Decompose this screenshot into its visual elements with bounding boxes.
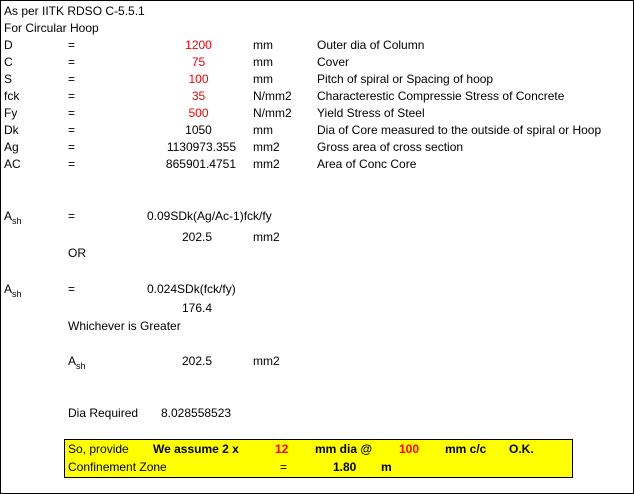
param-equals: = <box>68 89 76 103</box>
param-value[interactable]: 1200 <box>185 38 212 52</box>
param-value[interactable]: 100 <box>188 72 209 86</box>
param-equals: = <box>68 106 76 120</box>
ash-letter: A <box>68 354 77 368</box>
param-equals: = <box>68 72 76 86</box>
param-unit: N/mm2 <box>253 106 292 120</box>
param-value[interactable]: 75 <box>191 55 206 69</box>
or-label: OR <box>68 246 86 260</box>
param-value[interactable]: 500 <box>188 106 209 120</box>
param-unit: mm <box>253 123 273 137</box>
provide-spacing-unit: mm c/c <box>445 442 487 456</box>
param-value[interactable]: 35 <box>191 89 206 103</box>
ash-symbol-2 <box>4 281 22 297</box>
formula-2-value[interactable]: 176.4 <box>182 301 213 315</box>
param-unit: mm2 <box>253 140 280 154</box>
whichever-label: Whichever is Greater <box>68 319 181 333</box>
param-equals: = <box>68 157 76 171</box>
param-value[interactable]: 1050 <box>185 123 212 137</box>
confinement-zone-equals: = <box>280 460 288 474</box>
param-description: Area of Conc Core <box>317 157 417 171</box>
formula-1-expression: 0.09SDk(Ag/Ac-1)fck/fy <box>147 209 272 223</box>
param-symbol: D <box>4 38 13 52</box>
param-description: Characterestic Compressie Stress of Concrete <box>317 89 565 103</box>
ash-symbol-1 <box>4 208 22 224</box>
dia-required-value[interactable]: 8.028558523 <box>161 406 232 420</box>
ash-letter: A <box>4 209 13 223</box>
equals-2: = <box>68 282 76 296</box>
param-description: Yield Stress of Steel <box>317 106 425 120</box>
param-symbol: C <box>4 55 13 69</box>
param-symbol: AC <box>4 157 21 171</box>
formula-1-value[interactable]: 202.5 <box>182 230 213 244</box>
param-equals: = <box>68 140 76 154</box>
result-unit: mm2 <box>253 354 280 368</box>
param-unit: mm <box>253 72 273 86</box>
formula-1-unit: mm2 <box>253 230 280 244</box>
param-description: Cover <box>317 55 350 69</box>
provide-dia-unit: mm dia @ <box>315 442 373 456</box>
equals-1: = <box>68 209 76 223</box>
param-value[interactable]: 865901.4751 <box>165 157 236 171</box>
param-symbol: S <box>4 72 13 86</box>
provide-status-badge: O.K. <box>509 442 534 456</box>
param-unit: N/mm2 <box>253 89 292 103</box>
confinement-zone-label: Confinement Zone <box>68 460 167 474</box>
param-description: Outer dia of Column <box>317 38 425 52</box>
param-description: Gross area of cross section <box>317 140 464 154</box>
param-symbol: Ag <box>4 140 19 154</box>
param-equals: = <box>68 55 76 69</box>
param-unit: mm2 <box>253 157 280 171</box>
ash-symbol-result <box>68 353 86 369</box>
ash-subscript: sh <box>12 216 22 226</box>
provide-label: So, provide <box>68 442 129 456</box>
ash-subscript: sh <box>12 289 22 299</box>
provide-dia-value[interactable]: 12 <box>275 442 289 456</box>
formula-2-expression: 0.024SDk(fck/fy) <box>147 282 236 296</box>
param-symbol: Fy <box>4 106 18 120</box>
ash-subscript: sh <box>76 361 86 371</box>
param-symbol: Dk <box>4 123 19 137</box>
provide-spacing-value[interactable]: 100 <box>399 442 420 456</box>
dia-required-label: Dia Required <box>68 406 139 420</box>
param-symbol: fck <box>4 89 20 103</box>
result-value[interactable]: 202.5 <box>182 354 213 368</box>
provide-assume-text: We assume 2 x <box>153 442 239 456</box>
param-value[interactable]: 1130973.355 <box>166 140 236 154</box>
header-subtitle: For Circular Hoop <box>4 21 99 35</box>
param-description: Dia of Core measured to the outside of spiral or Hoop <box>317 123 602 137</box>
ash-letter: A <box>4 282 13 296</box>
header-reference: As per IITK RDSO C-5.5.1 <box>4 4 145 18</box>
param-unit: mm <box>253 38 273 52</box>
param-unit: mm <box>253 55 273 69</box>
param-equals: = <box>68 38 76 52</box>
confinement-zone-unit: m <box>381 460 392 474</box>
param-description: Pitch of spiral or Spacing of hoop <box>317 72 494 86</box>
confinement-zone-value[interactable]: 1.80 <box>333 460 357 474</box>
param-equals: = <box>68 123 76 137</box>
